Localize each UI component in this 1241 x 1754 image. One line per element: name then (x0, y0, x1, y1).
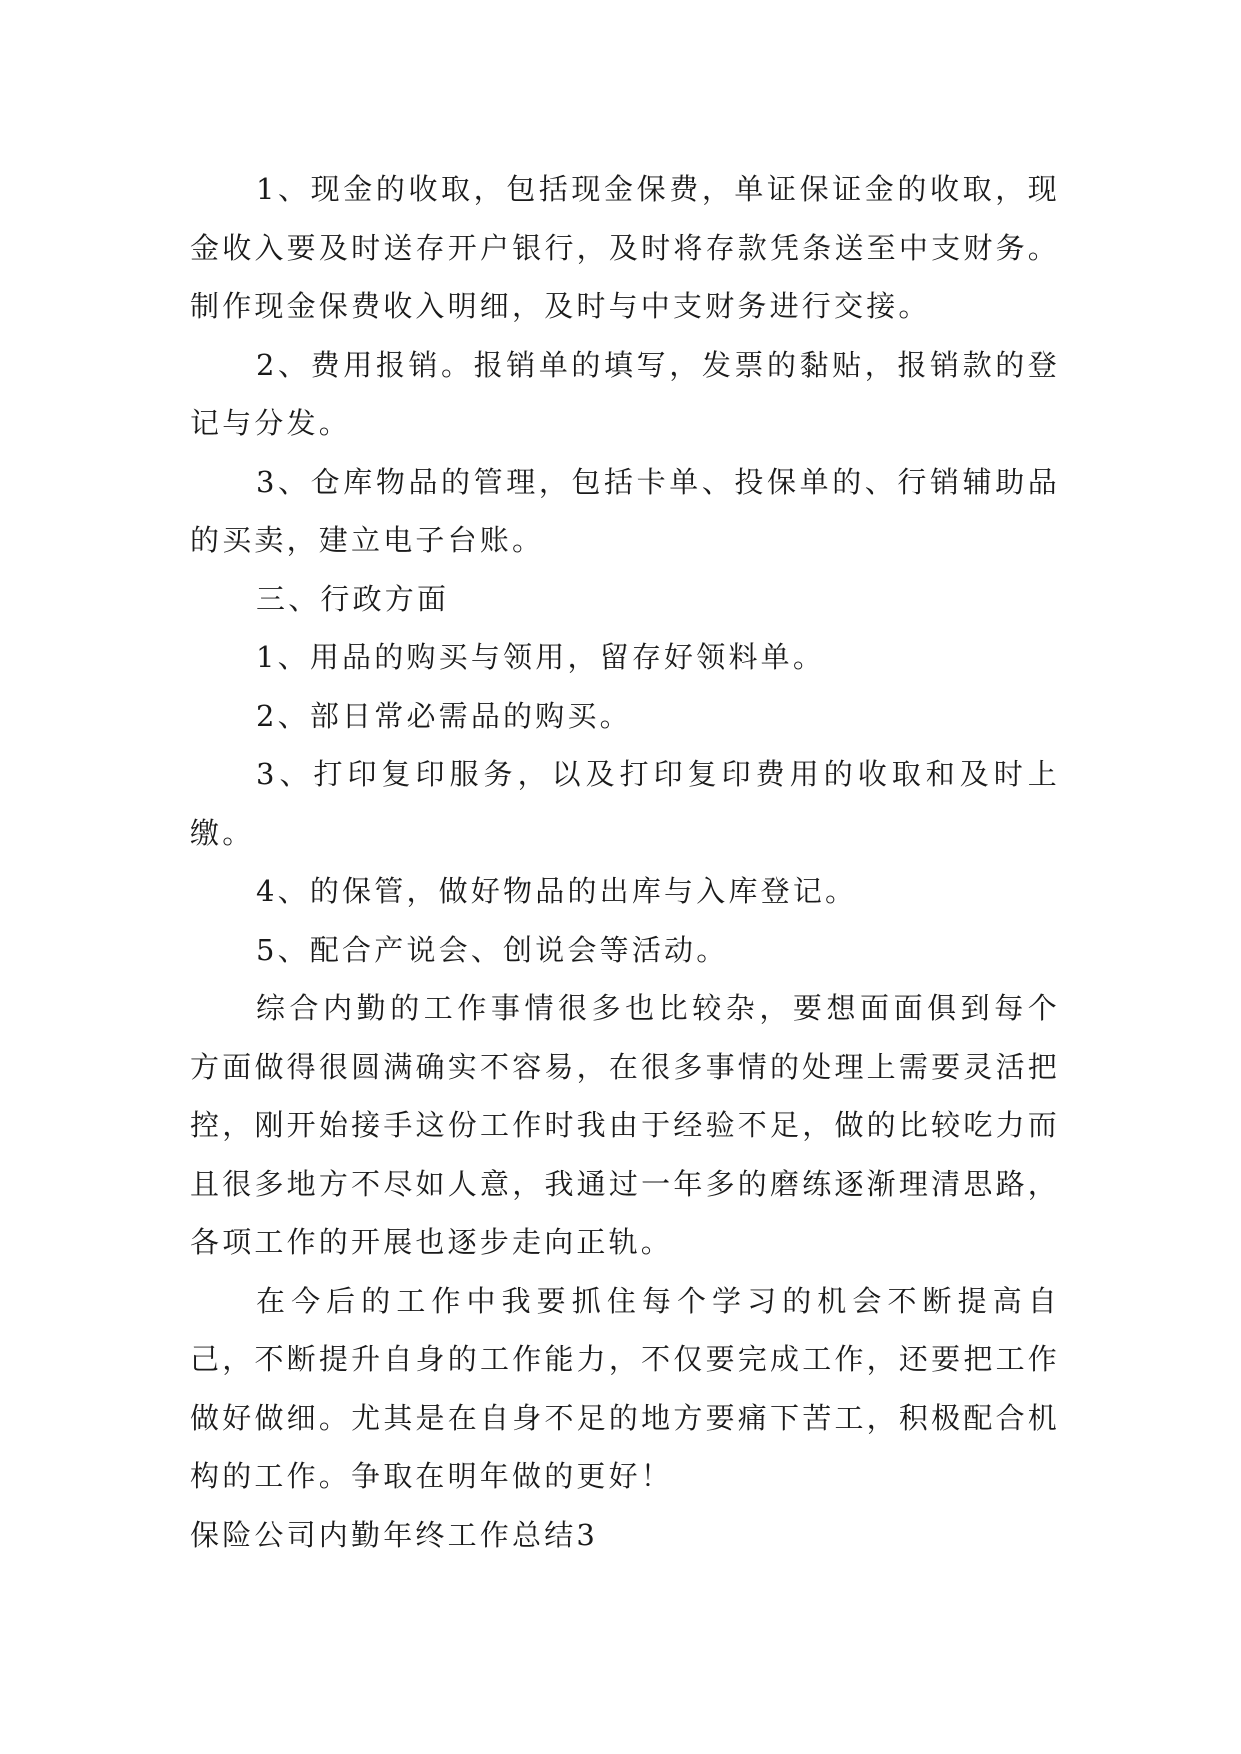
paragraph-printing-service: 3、打印复印服务，以及打印复印费用的收取和及时上缴。 (190, 757, 1060, 850)
paragraph-summary: 综合内勤的工作事情很多也比较杂，要想面面俱到每个方面做得很圆满确实不容易，在很多事情的处理上需要灵活把控，刚开始接手这份工作时我由于经验不足，做的比较吃力而且很多地方不尽如人意，我通过一年多的磨练逐渐理清思路，各项工作的开展也逐步走向正轨。 (190, 991, 1060, 1259)
paragraph-expense-reimbursement: 2、费用报销。报销单的填写，发票的黏贴，报销款的登记与分发。 (190, 347, 1060, 440)
section-title: 保险公司内勤年终工作总结3 (190, 1517, 599, 1552)
paragraph-daily-necessities: 2、部日常必需品的购买。 (256, 698, 632, 733)
paragraph-warehouse-management: 3、仓库物品的管理，包括卡单、投保单的、行销辅助品的买卖，建立电子台账。 (190, 464, 1060, 557)
paragraph-custody: 4、的保管，做好物品的出库与入库登记。 (256, 874, 858, 908)
paragraph-cash-collection: 1、现金的收取，包括现金保费，单证保证金的收取，现金收入要及时送存开户银行，及时将存款凭条送至中支财务。制作现金保费收入明细，及时与中支财务进行交接。 (190, 172, 1060, 323)
paragraph-events: 5、配合产说会、创说会等活动。 (256, 932, 729, 967)
paragraph-supplies-purchase: 1、用品的购买与领用，留存好领料单。 (256, 640, 826, 674)
paragraph-future-plan: 在今后的工作中我要抓住每个学习的机会不断提高自己，不断提升自身的工作能力，不仅要完成工作，还要把工作做好做细。尤其是在自身不足的地方要痛下苦工，积极配合机构的工作。争取在明年做的更好！ (190, 1283, 1060, 1493)
section-heading-administration: 三、行政方面 (256, 581, 450, 616)
document-body (190, 160, 1060, 1564)
